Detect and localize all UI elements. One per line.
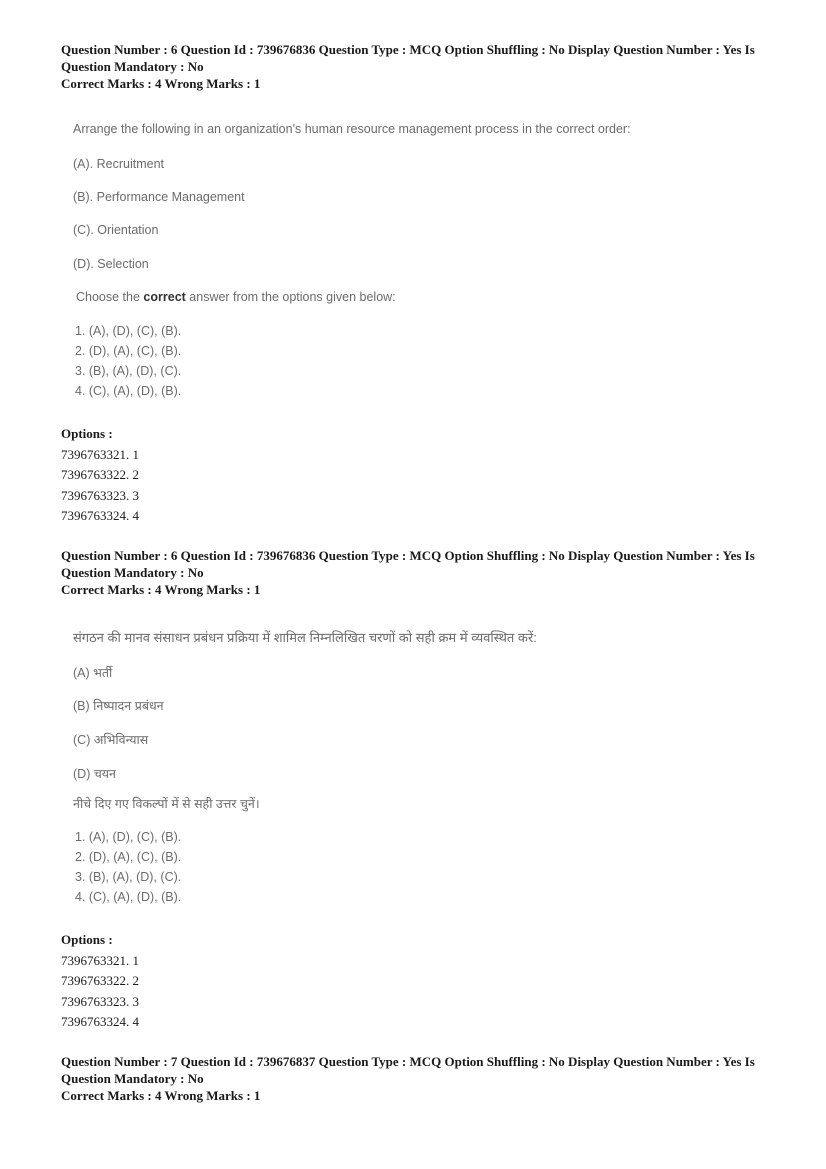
question-instruction: नीचे दिए गए विकल्पों में से सही उत्तर चुनें। [73, 797, 260, 811]
list-item: (C). Orientation [73, 223, 159, 237]
options-list [61, 930, 139, 1033]
question-stem: Arrange the following in an organization's human resource management process in the correct order: [73, 122, 631, 136]
answer-choice: 1. (A), (D), (C), (B). [75, 830, 182, 844]
question-stem: संगठन की मानव संसाधन प्रबंधन प्रक्रिया में शामिल निम्नलिखित चरणों को सही क्रम में व्यवस्थित करें: [73, 630, 537, 645]
option-item: 7396763322. 2 [61, 973, 139, 988]
marks-line: Correct Marks : 4 Wrong Marks : 1 [61, 582, 261, 597]
option-item: 7396763323. 3 [61, 487, 139, 503]
answer-choice: 3. (B), (A), (D), (C). [75, 364, 182, 378]
meta-line: Question Mandatory : No [61, 59, 204, 74]
answer-choice: 4. (C), (A), (D), (B). [75, 890, 182, 904]
answer-choice: 1. (A), (D), (C), (B). [75, 324, 182, 338]
list-item: (B). Performance Management [73, 190, 245, 204]
option-item: 7396763324. 4 [61, 508, 139, 523]
question-instruction: Choose the correct answer from the options given below: [76, 290, 396, 304]
options-header: Options : [61, 426, 113, 441]
meta-line: Question Number : 6 Question Id : 739676836 Question Type : MCQ Option Shuffling : No Display Question Number : Yes Is [61, 548, 755, 563]
list-item: (D) चयन [73, 767, 116, 781]
list-item: (A). Recruitment [73, 157, 164, 171]
answer-choice: 2. (D), (A), (C), (B). [75, 344, 182, 358]
question-meta [61, 547, 781, 598]
list-item: (C) अभिविन्यास [73, 733, 149, 747]
answer-choice: 4. (C), (A), (D), (B). [75, 384, 182, 398]
options-list [61, 424, 139, 527]
option-item: 7396763321. 1 [61, 952, 139, 968]
meta-line: Question Number : 6 Question Id : 739676836 Question Type : MCQ Option Shuffling : No Display Question Number : Yes Is [61, 42, 755, 57]
option-item: 7396763322. 2 [61, 467, 139, 482]
answer-choice: 2. (D), (A), (C), (B). [75, 850, 182, 864]
meta-line: Question Mandatory : No [61, 1071, 204, 1086]
option-item: 7396763324. 4 [61, 1014, 139, 1029]
meta-line: Question Number : 7 Question Id : 739676837 Question Type : MCQ Option Shuffling : No Display Question Number : Yes Is [61, 1054, 755, 1069]
marks-line: Correct Marks : 4 Wrong Marks : 1 [61, 1088, 261, 1103]
option-item: 7396763323. 3 [61, 993, 139, 1009]
meta-line: Question Mandatory : No [61, 565, 204, 580]
marks-line: Correct Marks : 4 Wrong Marks : 1 [61, 76, 261, 91]
question-meta [61, 41, 781, 92]
options-header: Options : [61, 932, 113, 947]
answer-choice: 3. (B), (A), (D), (C). [75, 870, 182, 884]
list-item: (B) निष्पादन प्रबंधन [73, 699, 164, 713]
list-item: (D). Selection [73, 257, 149, 271]
question-meta [61, 1053, 781, 1104]
list-item: (A) भर्ती [73, 666, 113, 680]
option-item: 7396763321. 1 [61, 446, 139, 462]
